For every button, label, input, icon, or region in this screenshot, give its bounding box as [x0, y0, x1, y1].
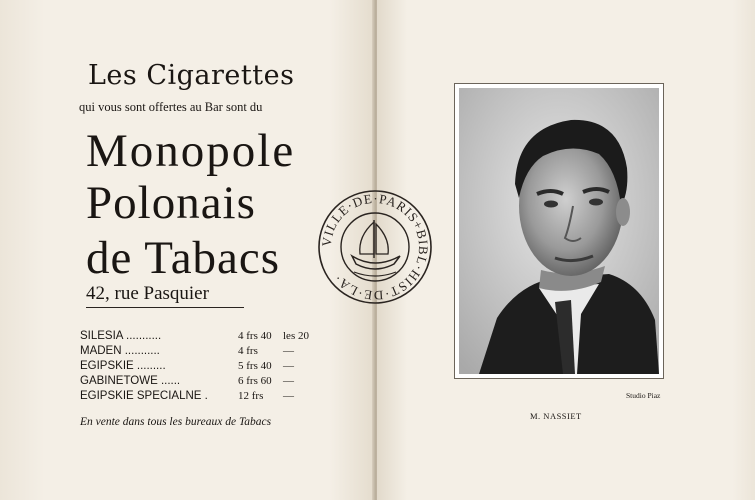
price-value: 4 frs 40 [238, 330, 272, 342]
price-row [80, 390, 320, 405]
price-list [80, 330, 320, 405]
brand-line-2: Polonais [86, 177, 256, 229]
library-stamp [314, 186, 436, 308]
address-underline [86, 307, 244, 308]
price-row [80, 345, 320, 360]
price-row [80, 330, 320, 345]
subheading: qui vous sont offertes au Bar sont du [79, 100, 263, 114]
price-brand: EGIPSKIE SPECIALNE . [80, 390, 208, 402]
brand-line-3: de Tabacs [86, 232, 281, 284]
portrait-frame [454, 83, 664, 379]
price-value: 5 frs 40 [238, 360, 272, 372]
price-value: 12 frs [238, 390, 264, 402]
price-qty: les 20 [283, 330, 309, 342]
price-value: 4 frs [238, 345, 258, 357]
footer-note: En vente dans tous les bureaux de Tabacs [80, 416, 272, 428]
photo-credit: Studio Piaz [626, 391, 661, 400]
price-qty: — [283, 345, 294, 357]
price-qty: — [283, 360, 294, 372]
price-brand: MADEN ........... [80, 345, 160, 357]
heading: Les Cigarettes [88, 60, 295, 91]
svg-text:VILLE·DE·PARIS+BIBL·HIST·DE·LA: VILLE·DE·PARIS+BIBL·HIST·DE·LA· [318, 190, 432, 304]
portrait-photo [459, 88, 659, 374]
price-brand: SILESIA ........... [80, 330, 162, 342]
photo-caption: M. NASSIET [530, 411, 582, 421]
portrait-image [459, 88, 659, 374]
stamp-seal [314, 186, 436, 308]
price-brand: EGIPSKIE ......... [80, 360, 166, 372]
price-brand: GABINETOWE ...... [80, 375, 181, 387]
price-row [80, 375, 320, 390]
address: 42, rue Pasquier [86, 283, 209, 304]
price-qty: — [283, 390, 294, 402]
brand-line-1: Monopole [86, 125, 296, 177]
price-row [80, 360, 320, 375]
price-value: 6 frs 60 [238, 375, 272, 387]
price-qty: — [283, 375, 294, 387]
